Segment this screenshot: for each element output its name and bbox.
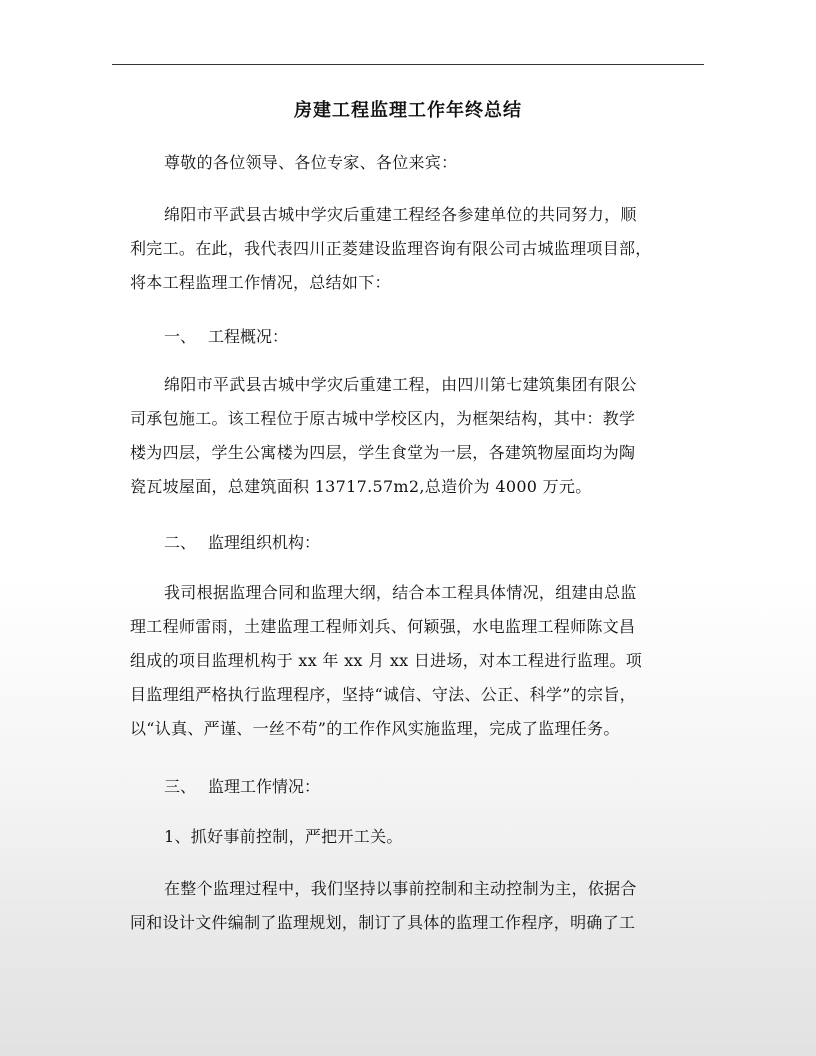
section3-line: 在整个监理过程中，我们坚持以事前控制和主动控制为主，依据合 [164,879,637,898]
document-title: 房建工程监理工作年终总结 [294,100,522,121]
section2-line: 我司根据监理合同和监理大纲，结合本工程具体情况，组建由总监 [164,583,637,602]
section1-line: 瓷瓦坡屋面，总建筑面积 13717.57m2,总造价为 4000 万元。 [130,477,592,496]
section2-line: 目监理组严格执行监理程序，坚持“诚信、守法、公正、科学”的宗旨， [130,685,636,704]
section2-heading [164,526,320,560]
section1-line: 司承包施工。该工程位于原古城中学校区内，为框架结构，其中：教学 [130,409,636,428]
section1-paragraph [130,368,704,504]
section3-sub1: 1、抓好事前控制，严把开工关。 [164,827,403,846]
section1-number: 一、 [164,327,197,346]
section2-heading-text: 监理组织机构： [208,533,321,552]
section3-number: 三、 [164,777,197,796]
section3-heading-text: 监理工作情况： [208,777,321,796]
greeting-line: 尊敬的各位领导、各位专家、各位来宾： [164,153,458,172]
intro-line: 绵阳市平武县古城中学灾后重建工程经各参建单位的共同努力，顺 [164,205,637,224]
section2-line: 理工程师雷雨，土建监理工程师刘兵、何颖强，水电监理工程师陈文昌 [130,617,636,636]
section3-subheading [130,820,704,854]
section2-line: 组成的项目监理机构于 xx 年 xx 月 xx 日进场，对本工程进行监理。项 [130,651,643,670]
section1-heading-text: 工程概况： [208,327,289,346]
intro-line: 将本工程监理工作情况，总结如下： [130,273,391,292]
section2-number: 二、 [164,533,197,552]
section2-paragraph [130,576,704,746]
section1-heading [164,320,288,354]
header-rule [112,64,704,65]
section3-heading [164,770,320,804]
section3-paragraph [130,872,704,940]
section1-line: 楼为四层，学生公寓楼为四层，学生食堂为一层，各建筑物屋面均为陶 [130,443,636,462]
section2-line: 以“认真、严谨、一丝不苟”的工作作风实施监理，完成了监理任务。 [130,719,620,738]
section1-line: 绵阳市平武县古城中学灾后重建工程，由四川第七建筑集团有限公 [164,375,637,394]
greeting-paragraph [130,146,704,180]
intro-paragraph [130,198,704,300]
intro-line: 利完工。在此，我代表四川正菱建设监理咨询有限公司古城监理项目部， [130,239,652,258]
section3-line: 同和设计文件编制了监理规划，制订了具体的监理工作程序，明确了工 [130,913,636,932]
